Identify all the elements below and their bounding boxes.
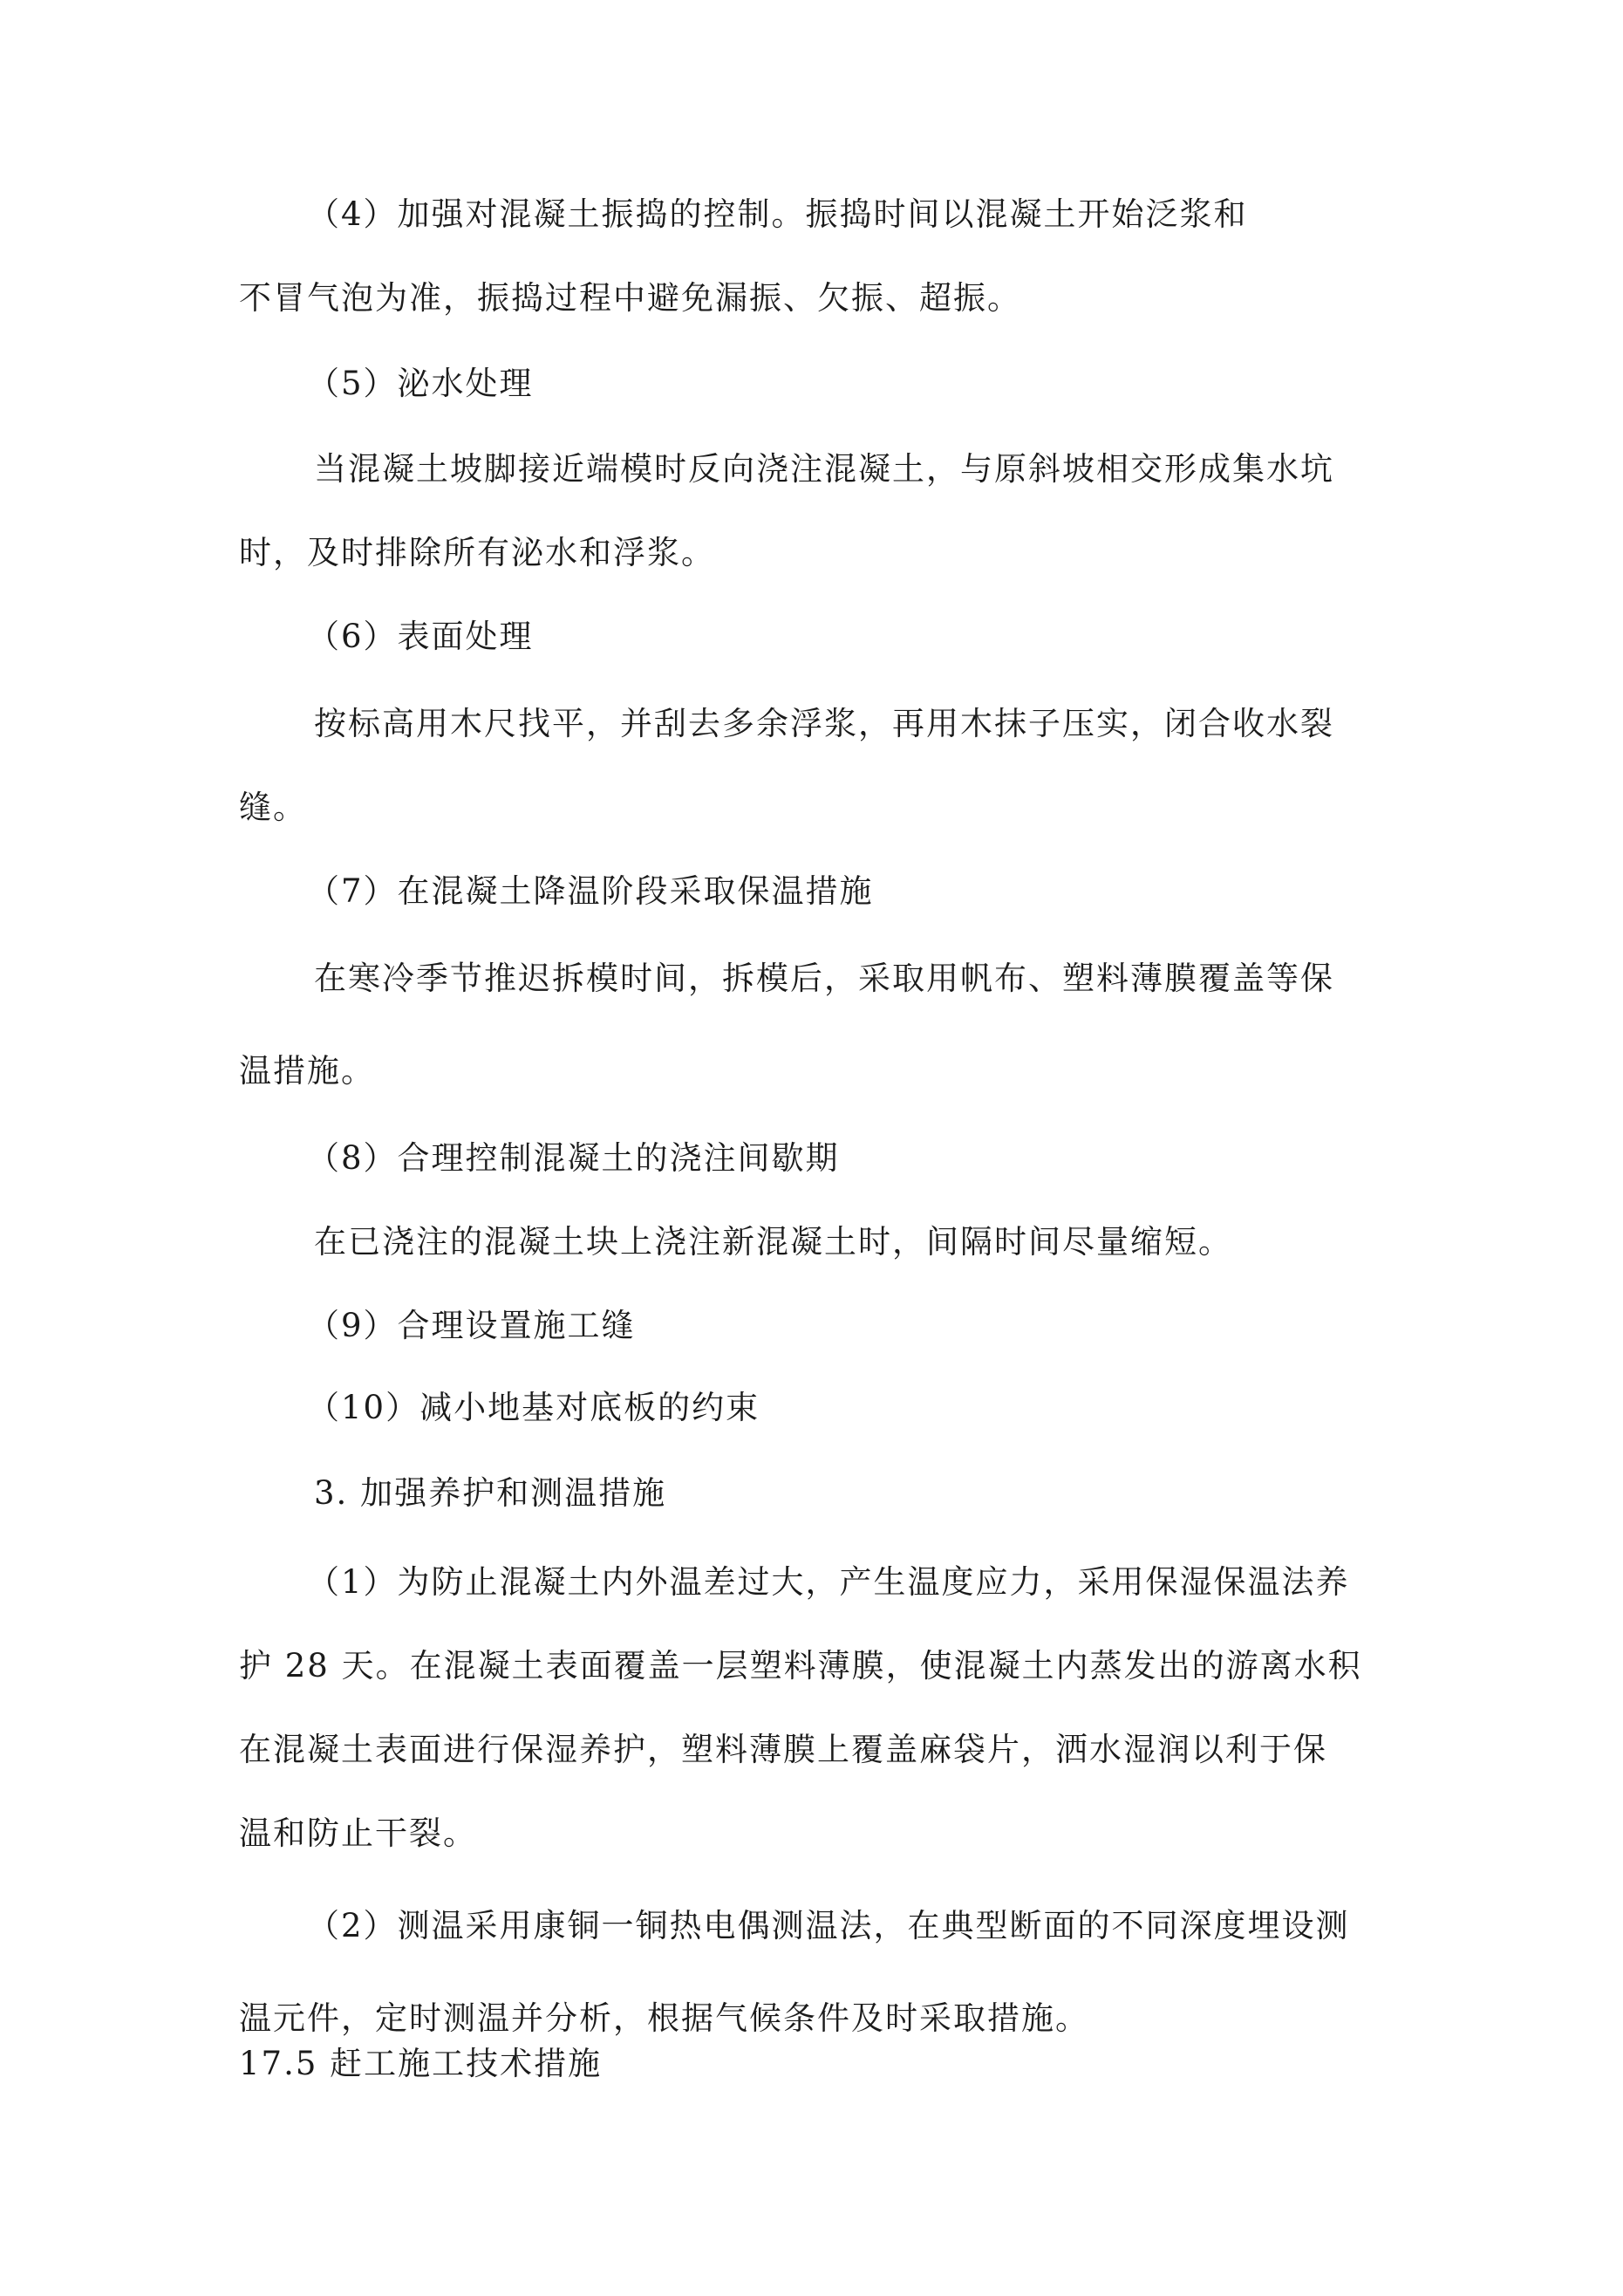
text-line: 3. 加强养护和测温措施	[314, 1474, 667, 1512]
text-line: （8）合理控制混凝土的浇注间歇期	[307, 1139, 840, 1177]
text-line: （2）测温采用康铜一铜热电偶测温法，在典型断面的不同深度埋设测	[307, 1907, 1350, 1944]
text-line: （7）在混凝土降温阶段采取保温措施	[307, 872, 874, 910]
text-line: （9）合理设置施工缝	[307, 1307, 636, 1344]
text-line: 当混凝土坡脚接近端模时反向浇注混凝土，与原斜坡相交形成集水坑	[314, 450, 1334, 488]
text-line: 在已浇注的混凝土块上浇注新混凝土时，间隔时间尽量缩短。	[314, 1223, 1232, 1261]
text-line: 温措施。	[239, 1052, 375, 1090]
text-line: 在混凝土表面进行保湿养护，塑料薄膜上覆盖麻袋片，洒水湿润以利于保	[239, 1731, 1327, 1768]
text-line: 不冒气泡为准，振捣过程中避免漏振、欠振、超振。	[239, 279, 1021, 317]
text-line: （5）泌水处理	[307, 365, 534, 402]
text-line: 缝。	[239, 789, 307, 826]
text-line: （1）为防止混凝土内外温差过大，产生温度应力，采用保湿保温法养	[307, 1563, 1350, 1601]
text-line: 时，及时排除所有泌水和浮浆。	[239, 534, 715, 571]
text-line: 护 28 天。在混凝土表面覆盖一层塑料薄膜，使混凝土内蒸发出的游离水积	[239, 1647, 1362, 1684]
text-line: 温元件，定时测温并分析，根据气候条件及时采取措施。	[239, 1999, 1089, 2037]
text-line: （6）表面处理	[307, 618, 534, 655]
text-line: 温和防止干裂。	[239, 1814, 477, 1852]
text-line: （10）减小地基对底板的约束	[307, 1389, 760, 1426]
text-line: 按标高用木尺找平，并刮去多余浮浆，再用木抹子压实，闭合收水裂	[314, 705, 1334, 742]
section-heading: 17.5 赶工施工技术措施	[239, 2045, 603, 2082]
text-line: （4）加强对混凝土振捣的控制。振捣时间以混凝土开始泛浆和	[307, 195, 1248, 233]
text-line: 在寒冷季节推迟拆模时间，拆模后，采取用帆布、塑料薄膜覆盖等保	[314, 960, 1334, 997]
